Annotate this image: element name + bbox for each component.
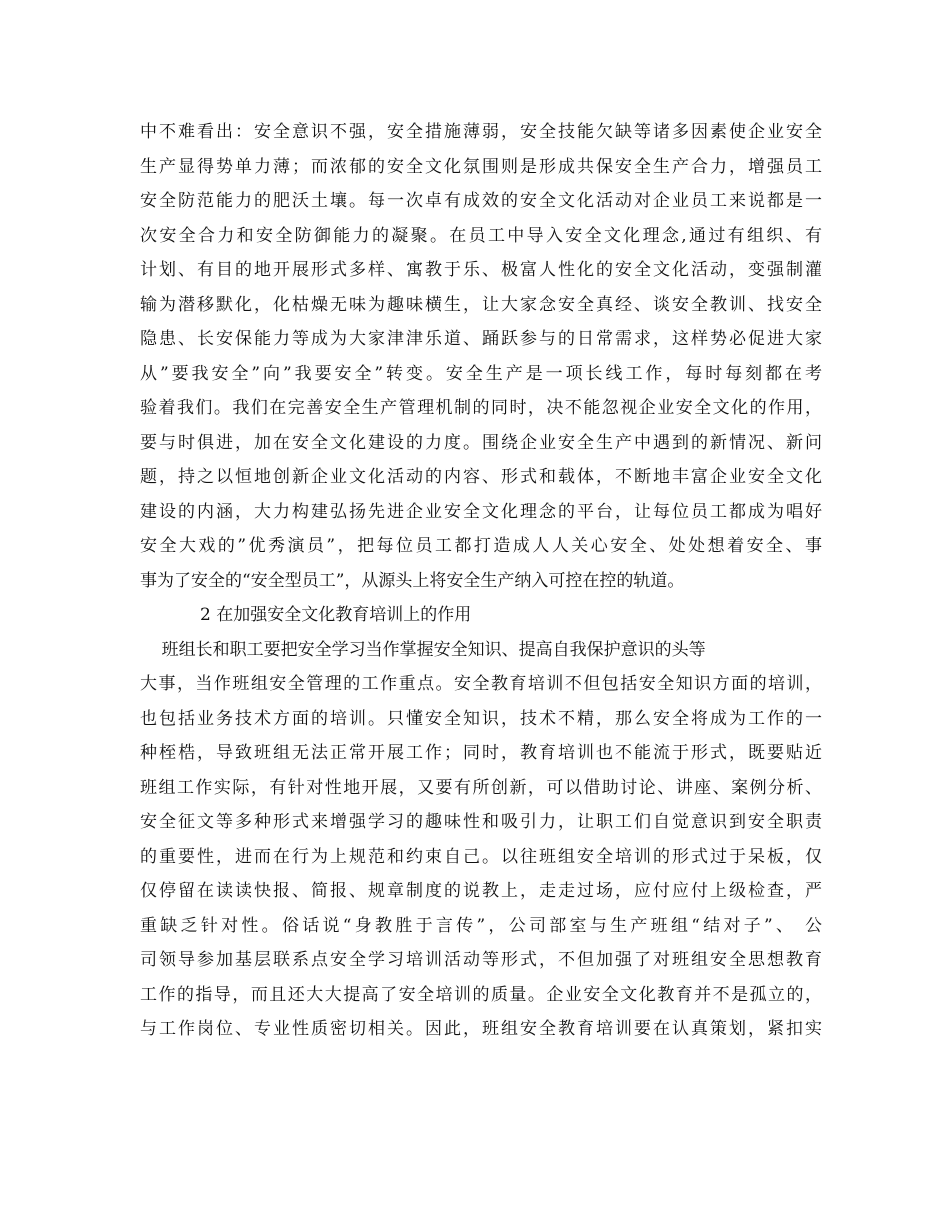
body-text-line: 班组工作实际，有针对性地开展，又要有所创新，可以借助讨论、讲座、案例分析、	[140, 777, 822, 798]
body-text-line: 种桎梏，导致班组无法正常开展工作；同时，教育培训也不能流于形式，既要贴近	[140, 743, 822, 763]
body-text-line: 建设的内涵，大力构建弘扬先进企业安全文化理念的平台，让每位员工都成为唱好	[140, 501, 822, 522]
body-text-line: 也包括业务技术方面的培训。只懂安全知识，技术不精，那么安全将成为工作的一	[140, 708, 822, 729]
document-body	[140, 115, 822, 1047]
body-text-line: 班组长和职工要把安全学习当作掌握安全知识、提高自我保护意识的头等	[140, 639, 706, 660]
body-text-line: 输为潜移默化，化枯燥无味为趣味横生，让大家念安全真经、谈安全教训、找安全	[140, 294, 822, 315]
body-text-line: 安全征文等多种形式来增强学习的趣味性和吸引力，让职工们自觉意识到安全职责	[140, 812, 822, 832]
body-text-line: 验着我们。我们在完善安全生产管理机制的同时，决不能忽视企业安全文化的作用，	[140, 398, 822, 418]
body-text-line: 生产显得势单力薄；而浓郁的安全文化氛围则是形成共保安全生产合力，增强员工	[140, 156, 822, 177]
body-text-line: 中不难看出：安全意识不强，安全措施薄弱，安全技能欠缺等诸多因素使企业安全	[140, 122, 822, 142]
body-text-line: 事为了安全的“安全型员工”，从源头上将安全生产纳入可控在控的轨道。	[140, 570, 685, 591]
body-text-line: 隐患、长安保能力等成为大家津津乐道、踊跃参与的日常需求，这样势必促进大家	[140, 329, 822, 349]
body-text-line: 与工作岗位、专业性质密切相关。因此，班组安全教育培训要在认真策划，紧扣实	[140, 1019, 822, 1039]
body-text-line: 题，持之以恒地创新企业文化活动的内容、形式和载体，不断地丰富企业安全文化	[140, 467, 822, 487]
body-text-line: 大事，当作班组安全管理的工作重点。安全教育培训不但包括安全知识方面的培训，	[140, 674, 822, 694]
body-text-line: 重缺乏针对性。俗话说“身教胜于言传”，公司部室与生产班组“结对子”、 公	[140, 915, 822, 936]
body-text-line: 从”要我安全”向”我要安全”转变。安全生产是一项长线工作，每时每刻都在考	[140, 363, 822, 384]
body-text-line: 司领导参加基层联系点安全学习培训活动等形式，不但加强了对班组安全思想教育	[140, 950, 822, 970]
body-text-line: 安全大戏的”优秀演员”，把每位员工都打造成人人关心安全、处处想着安全、事	[140, 536, 822, 556]
body-text-line: 工作的指导，而且还大大提高了安全培训的质量。企业安全文化教育并不是孤立的，	[140, 984, 822, 1005]
section-heading: 2 在加强安全文化教育培训上的作用	[200, 605, 472, 625]
body-text-line: 安全防范能力的肥沃土壤。每一次卓有成效的安全文化活动对企业员工来说都是一	[140, 191, 822, 211]
body-text-line: 要与时俱进，加在安全文化建设的力度。围绕企业安全生产中遇到的新情况、新问	[140, 432, 822, 453]
body-text-line: 仅停留在读读快报、简报、规章制度的说教上，走走过场，应付应付上级检查，严	[140, 881, 822, 901]
body-text-line: 的重要性，进而在行为上规范和约束自己。以往班组安全培训的形式过于呆板，仅	[140, 846, 822, 867]
body-text-line: 次安全合力和安全防御能力的凝聚。在员工中导入安全文化理念,通过有组织、有	[140, 225, 822, 246]
body-text-line: 计划、有目的地开展形式多样、寓教于乐、极富人性化的安全文化活动，变强制灌	[140, 260, 822, 280]
